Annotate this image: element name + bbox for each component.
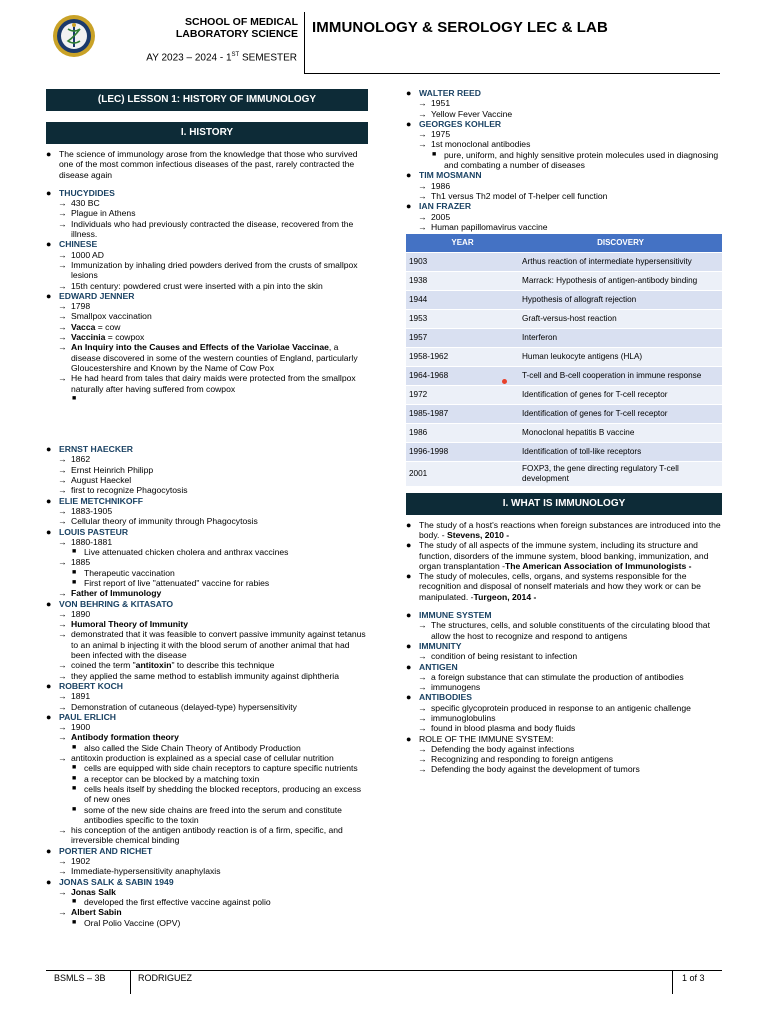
list-item: ■ a receptor can be blocked by a matching toxin <box>72 773 260 784</box>
table-row: 1903 Arthus reaction of intermediate hypersensitivity <box>406 252 722 271</box>
course-title: IMMUNOLOGY & SEROLOGY LEC & LAB <box>312 19 608 36</box>
list-item: → Defending the body against the development of tumors <box>418 764 640 775</box>
person-jenner: ● EDWARD JENNER <box>46 290 135 301</box>
list-item: → 1902 <box>58 856 91 866</box>
list-item: → Yellow Fever Vaccine <box>418 108 513 119</box>
list-item: ■ cells heals itself by shedding the blocked receptors, producing an excess of new ones <box>72 783 362 805</box>
table-row: 1944 Hypothesis of allograft rejection <box>406 290 722 309</box>
person-haecker: ● ERNST HAECKER <box>46 444 134 455</box>
footer-divider <box>46 970 722 971</box>
list-item: → his conception of the antigen antibody reaction is of a firm, specific, and irreversible chemical binding <box>58 825 343 846</box>
table-row: 2001 FOXP3, the gene directing regulatory T-cell development <box>406 461 722 486</box>
list-item: ■ pure, uniform, and highly sensitive protein molecules used in diagnosing and combating a number of diseases <box>432 149 719 171</box>
list-item: → Recognizing and responding to foreign antigens <box>418 754 614 765</box>
list-item: → He had heard from tales that dairy maids were protected from the smallpox naturally after having suffered from cowpox <box>58 373 356 394</box>
definition-1: ● The study of a host's reactions when foreign substances are introduced into the body. - Stevens, 2010 - <box>406 519 721 540</box>
list-item: → 1885 <box>58 557 91 568</box>
school-name: SCHOOL OF MEDICAL LABORATORY SCIENCE <box>175 16 298 40</box>
person-metchnikoff: ● ELIE METCHNIKOFF <box>46 495 144 506</box>
footer-page-number: 1 of 3 <box>682 973 705 983</box>
person-chinese: ● CHINESE <box>46 239 98 250</box>
list-item: ■ First report of live "attenuated" vaccine for rabies <box>72 577 270 588</box>
right-column <box>406 88 724 775</box>
list-item: → Albert Sabin <box>58 907 122 918</box>
table-row: 1958-1962 Human leukocyte antigens (HLA) <box>406 347 722 366</box>
list-item: → Jonas Salk <box>58 886 116 897</box>
table-row: 1996-1998 Identification of toll-like receptors <box>406 442 722 461</box>
term-antibodies: ● ANTIBODIES <box>406 692 472 703</box>
list-item: → 1000 AD <box>58 249 104 260</box>
list-item: → they applied the same method to establish immunity against diphtheria <box>58 670 339 681</box>
list-item: → first to recognize Phagocytosis <box>58 485 188 496</box>
list-item: → Cellular theory of immunity through Phagocytosis <box>58 516 258 527</box>
list-item: → August Haeckel <box>58 475 132 486</box>
list-item: → Ernst Heinrich Philipp <box>58 464 154 475</box>
table-row: 1938 Marrack: Hypothesis of antigen-antibody binding <box>406 271 722 290</box>
school-seal-icon <box>52 14 96 58</box>
list-item: ■ Therapeutic vaccination <box>72 567 175 578</box>
list-item: → 1975 <box>418 129 451 140</box>
list-item: → The structures, cells, and soluble constituents of the circulating blood that allow the host to recognize and respond to antigens <box>418 620 710 641</box>
list-item: → immunogens <box>418 682 481 693</box>
list-item: → Defending the body against infections <box>418 743 575 754</box>
list-item: → demonstrated that it was feasible to convert passive immunity against tetanus to an animal b injecting it with the blood serum of another animal that had been infected with the disease <box>58 629 366 661</box>
list-item: ■ developed the first effective vaccine against polio <box>72 897 271 908</box>
list-item: → 1883-1905 <box>58 505 113 516</box>
list-item: → 1st monoclonal antibodies <box>418 139 531 150</box>
list-item: → Vacca = cow <box>58 321 121 332</box>
person-pasteur: ● LOUIS PASTEUR <box>46 526 129 537</box>
definition-3: ● The study of molecules, cells, organs, and systems responsible for the recognition and disposal of nonself materials and how they work or can be manipulated. -Turgeon, 2014 - <box>406 571 701 602</box>
person-reed: ● WALTER REED <box>406 88 481 98</box>
list-item: → found in blood plasma and body fluids <box>418 723 576 734</box>
list-item: ■ <box>72 394 77 402</box>
header-divider <box>304 12 305 74</box>
list-item: → Vaccinia = cowpox <box>58 332 145 343</box>
header-underline <box>304 73 720 74</box>
left-column <box>46 89 368 928</box>
person-ehrlich: ● PAUL ERLICH <box>46 711 116 722</box>
list-item: → Demonstration of cutaneous (delayed-type) hypersensitivity <box>58 701 297 712</box>
history-banner: I. HISTORY <box>46 122 368 144</box>
list-item: → 1986 <box>418 180 451 191</box>
list-item: → Father of Immunology <box>58 588 162 599</box>
list-item: → 1880-1881 <box>58 536 113 547</box>
list-item: ■ cells are equipped with side chain receptors to capture specific nutrients <box>72 763 358 774</box>
table-row: 1985-1987 Identification of genes for T-cell receptor <box>406 404 722 423</box>
person-kohler: ● GEORGES KOHLER <box>406 118 502 129</box>
list-item: → Immediate-hypersensitivity anaphylaxis <box>58 866 221 877</box>
list-item: → 430 BC <box>58 198 100 209</box>
list-item: → a foreign substance that can stimulate the production of antibodies <box>418 671 684 682</box>
list-item: → Human papillomavirus vaccine <box>418 221 548 232</box>
list-item: → coined the term "antitoxin" to describe this technique <box>58 660 275 671</box>
table-row: 1957 Interferon <box>406 328 722 347</box>
what-is-immunology-banner: I. WHAT IS IMMUNOLOGY <box>406 493 722 515</box>
list-item: → Th1 versus Th2 model of T-helper cell function <box>418 190 608 201</box>
list-item: ■ some of the new side chains are freed into the serum and constitute antibodies specific to the toxin <box>72 804 342 825</box>
academic-year: AY 2023 – 2024 - 1ST SEMESTER <box>146 52 297 64</box>
list-item: ■ Oral Polio Vaccine (OPV) <box>72 917 181 928</box>
list-item: → An Inquiry into the Causes and Effects of the Variolae Vaccinae, a disease discovered in some of the western counties of England, particularly Gloucestershire and Known by the Name of Cow Pox <box>58 342 358 373</box>
table-row: 1953 Graft-versus-host reaction <box>406 309 722 328</box>
list-item: → immunoglobulins <box>418 713 496 723</box>
list-item: ■ also called the Side Chain Theory of Antibody Production <box>72 742 301 753</box>
list-item: → 15th century: powdered crust were inserted with a pin into the skin <box>58 280 323 291</box>
table-row: 1986 Monoclonal hepatitis B vaccine <box>406 423 722 442</box>
list-item: → antitoxin production is explained as a special case of cellular nutrition <box>58 753 334 764</box>
list-item: → 1891 <box>58 691 91 702</box>
list-item: → 1862 <box>58 454 91 465</box>
definition-2: ● The study of all aspects of the immune system, including its structure and function, disorders of the immune system, blood banking, immunization, and organ transplantation -The American Association of Immunologists - <box>406 540 709 571</box>
list-item: → 2005 <box>418 211 451 222</box>
role-of-immune-system: ● ROLE OF THE IMMUNE SYSTEM: <box>406 733 554 744</box>
list-item: → Antibody formation theory <box>58 732 179 743</box>
term-immune-system: ● IMMUNE SYSTEM <box>406 610 492 621</box>
list-item: → Individuals who had previously contracted the disease, recovered from the illness. <box>58 218 354 240</box>
history-intro: ● The science of immunology arose from the knowledge that those who survived one of the most common infectious diseases of the past, rarely contracted the disease again <box>46 149 358 180</box>
list-item: → 1890 <box>58 608 91 619</box>
list-item: → specific glycoprotein produced in response to an antigenic challenge <box>418 702 691 713</box>
term-antigen: ● ANTIGEN <box>406 661 458 672</box>
term-immunity: ● IMMUNITY <box>406 640 462 651</box>
person-mosmann: ● TIM MOSMANN <box>406 170 482 181</box>
list-item: → condition of being resistant to infection <box>418 651 578 662</box>
list-item: → Plague in Athens <box>58 208 136 219</box>
list-item: → 1798 <box>58 301 91 312</box>
list-item: → Immunization by inhaling dried powders derived from the crusts of smallpox lesions <box>58 259 358 281</box>
person-koch: ● ROBERT KOCH <box>46 680 123 691</box>
list-item: ■ Live attenuated chicken cholera and anthrax vaccines <box>72 547 289 558</box>
footer-separator <box>130 970 131 994</box>
column-header-year: YEAR <box>406 234 519 252</box>
table-row: 1972 Identification of genes for T-cell receptor <box>406 385 722 404</box>
person-salk-sabin: ● JONAS SALK & SABIN 1949 <box>46 876 174 887</box>
table-row: 1964-1968 T-cell and B-cell cooperation in immune response <box>406 366 722 385</box>
person-thucydides: ● THUCYDIDES <box>46 187 115 198</box>
red-dot-marker <box>502 379 507 384</box>
list-item: → Humoral Theory of Immunity <box>58 619 188 630</box>
list-item: → 1900 <box>58 722 91 733</box>
discovery-table <box>406 234 722 486</box>
lesson-banner: (LEC) LESSON 1: HISTORY OF IMMUNOLOGY <box>46 89 368 111</box>
list-item: → 1951 <box>418 98 451 109</box>
person-portier-richet: ● PORTIER AND RICHET <box>46 845 153 856</box>
person-frazer: ● IAN FRAZER <box>406 201 472 212</box>
footer-author: RODRIGUEZ <box>138 973 192 983</box>
footer-class: BSMLS – 3B <box>54 973 106 983</box>
footer-separator <box>672 970 673 994</box>
person-behring-kitasato: ● VON BEHRING & KITASATO <box>46 598 174 609</box>
list-item: → Smallpox vaccination <box>58 311 152 322</box>
column-header-discovery: DISCOVERY <box>519 234 722 252</box>
